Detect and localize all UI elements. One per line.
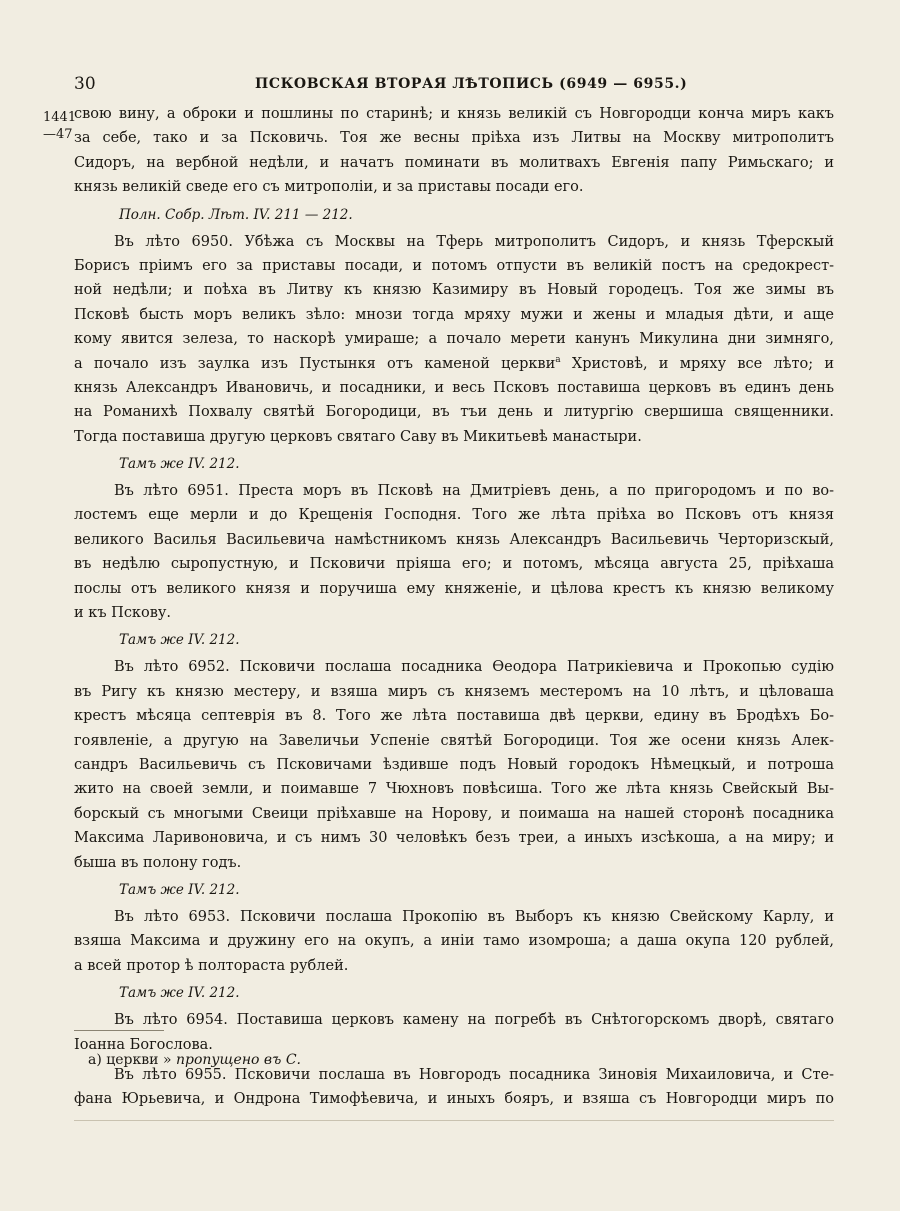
text-line: Псковѣ бысть моръ великъ зѣло: мнози тогда мряху мужи и жены и младыя дѣти, и аще bbox=[74, 306, 834, 323]
text-line: Въ лѣто 6951. Преста моръ въ Псковѣ на Дмитріевъ день, а по пригородомъ и по во- bbox=[114, 483, 834, 500]
text-fragment: а почало изъ заулка изъ Пустынкя отъ каменой церкви bbox=[74, 355, 556, 372]
text-line: на Романихѣ Похвалу святѣй Богородици, въ тъи день и литургію свершиша священники. bbox=[74, 404, 834, 421]
source-reference: Тамъ же IV. 212. bbox=[119, 632, 240, 649]
text-line: жито на своей земли, и поимавше 7 Чюхновъ повѣсиша. Того же лѣта князь Свейскый Вы- bbox=[74, 781, 834, 798]
page-header bbox=[0, 74, 900, 98]
chronicle-text bbox=[74, 102, 834, 1112]
text-line: за себе, тако и за Псковичь. Тоя же весны пріѣха изъ Литвы на Москву митрополитъ bbox=[74, 130, 834, 147]
text-line bbox=[74, 352, 834, 376]
text-line: князь Александръ Ивановичь, и посадники, и весь Псковъ поставиша церковъ въ единъ день bbox=[74, 379, 834, 396]
text-line: свою вину, а оброки и пошлины по старинѣ; и князь великій съ Новгородци конча миръ какъ bbox=[74, 106, 834, 122]
text-line: кому явится зелеза, то наскорѣ умираше; а почало мерети канунъ Микулина дни зимняго, bbox=[74, 331, 834, 348]
footnote-divider bbox=[74, 1030, 164, 1031]
text-line: сандръ Васильевичь съ Псковичами ѣздивше подъ Новый городокъ Нѣмецкый, и потроша bbox=[74, 756, 834, 773]
source-reference: Тамъ же IV. 212. bbox=[119, 881, 240, 898]
text-line: Тогда поставиша другую церковъ святаго Саву въ Микитьевѣ манастыри. bbox=[74, 428, 642, 445]
text-line: Въ лѣто 6950. Убѣжа съ Москвы на Тферь митрополитъ Сидоръ, и князь Тферскый bbox=[114, 233, 834, 250]
text-line: быша въ полону годъ. bbox=[74, 854, 242, 871]
source-reference: Полн. Собр. Лѣт. IV. 211 — 212. bbox=[119, 206, 353, 223]
running-title: ПСКОВСКАЯ ВТОРАЯ ЛѢТОПИСЬ (6949 — 6955.) bbox=[255, 76, 688, 92]
page-bottom-rule bbox=[74, 1120, 834, 1121]
text-line: Въ лѣто 6954. Поставиша церковъ камену на погребѣ въ Снѣтогорскомъ дворѣ, святаго bbox=[114, 1012, 834, 1029]
text-line: Борисъ пріимъ его за приставы посади, и потомъ отпусти въ великій постъ на средокрест- bbox=[74, 257, 834, 274]
text-line: Сидоръ, на вербной недѣли, и начатъ поминати въ молитвахъ Евгенія папу Римьскаго; и bbox=[74, 154, 834, 171]
text-line: Въ лѣто 6952. Псковичи послаша посадника Ѳеодора Патрикіевича и Прокопью судію bbox=[114, 659, 834, 676]
text-line: князь великій сведе его съ митрополіи, и за приставы посади его. bbox=[74, 179, 584, 196]
text-line: гоявленіе, а другую на Завеличьи Успеніе святѣй Богородици. Тоя же осени князь Алек- bbox=[74, 732, 834, 749]
text-line: и къ Пскову. bbox=[74, 605, 172, 622]
footnote bbox=[88, 1052, 301, 1068]
margin-year-bottom: —47 bbox=[43, 127, 73, 142]
footnote-note: пропущено въ С. bbox=[175, 1052, 302, 1068]
text-line: борскый съ многыми Свеици пріѣхавше на Норову, и поимаша на нашей сторонѣ посадника bbox=[74, 805, 834, 822]
text-line: Въ лѣто 6953. Псковичи послаша Прокопію въ Выборъ къ князю Свейскому Карлу, и bbox=[114, 908, 834, 925]
text-line: въ недѣлю сыропустную, и Псковичи пріяша его; и потомъ, мѣсяца августа 25, пріѣхаша bbox=[74, 556, 834, 573]
source-reference: Тамъ же IV. 212. bbox=[119, 985, 240, 1002]
footnote-separator: » bbox=[162, 1052, 172, 1068]
text-line: взяша Максима и дружину его на окупъ, а инiи тамо изомроша; а даша окупа 120 рублей, bbox=[74, 933, 834, 950]
text-line: великого Василья Васильевича намѣстникомъ князь Александръ Васильевичь Черторизскый, bbox=[74, 531, 834, 548]
text-line: въ Ригу къ князю местеру, и взяша миръ съ княземъ местеромъ на 10 лѣтъ, и цѣловаша bbox=[74, 683, 834, 700]
text-line: крестъ мѣсяца септеврія въ 8. Того же лѣта поставиша двѣ церкви, едину въ Бродѣхъ Бо- bbox=[74, 708, 834, 725]
text-line: лостемъ еще мерли и до Крещенія Господня. Того же лѣта пріѣха во Псковъ отъ князя bbox=[74, 507, 834, 524]
text-line: послы отъ великого князя и поручиша ему княженіе, и цѣлова крестъ къ князю великому bbox=[74, 580, 834, 597]
text-line: Максима Ларивоновича, и съ нимъ 30 человѣкъ безъ треи, а иныхъ изсѣкоша, а на миру; и bbox=[74, 830, 834, 847]
footnote-word: церкви bbox=[106, 1052, 159, 1068]
margin-year-top: 1441 bbox=[43, 110, 77, 125]
text-fragment: Христовѣ, и мряху все лѣто; и bbox=[571, 355, 835, 372]
text-line: фана Юрьевича, и Ондрона Тимофѣевича, и иныхъ бояръ, и взяша съ Новгородци миръ по bbox=[74, 1091, 834, 1108]
text-line: Въ лѣто 6955. Псковичи послаша въ Новгородъ посадника Зиновія Михаиловича, и Сте- bbox=[114, 1066, 834, 1083]
text-line: Іоанна Богослова. bbox=[74, 1036, 213, 1053]
footnote-label: а) bbox=[88, 1052, 102, 1068]
text-line: а всей протор ѣ полтораста рублей. bbox=[74, 957, 349, 974]
text-line: ной недѣли; и поѣха въ Литву къ князю Казимиру въ Новый городецъ. Тоя же зимы въ bbox=[74, 282, 834, 299]
page-number: 30 bbox=[74, 74, 96, 94]
footnote-marker: а bbox=[555, 354, 561, 365]
source-reference: Тамъ же IV. 212. bbox=[119, 456, 240, 473]
